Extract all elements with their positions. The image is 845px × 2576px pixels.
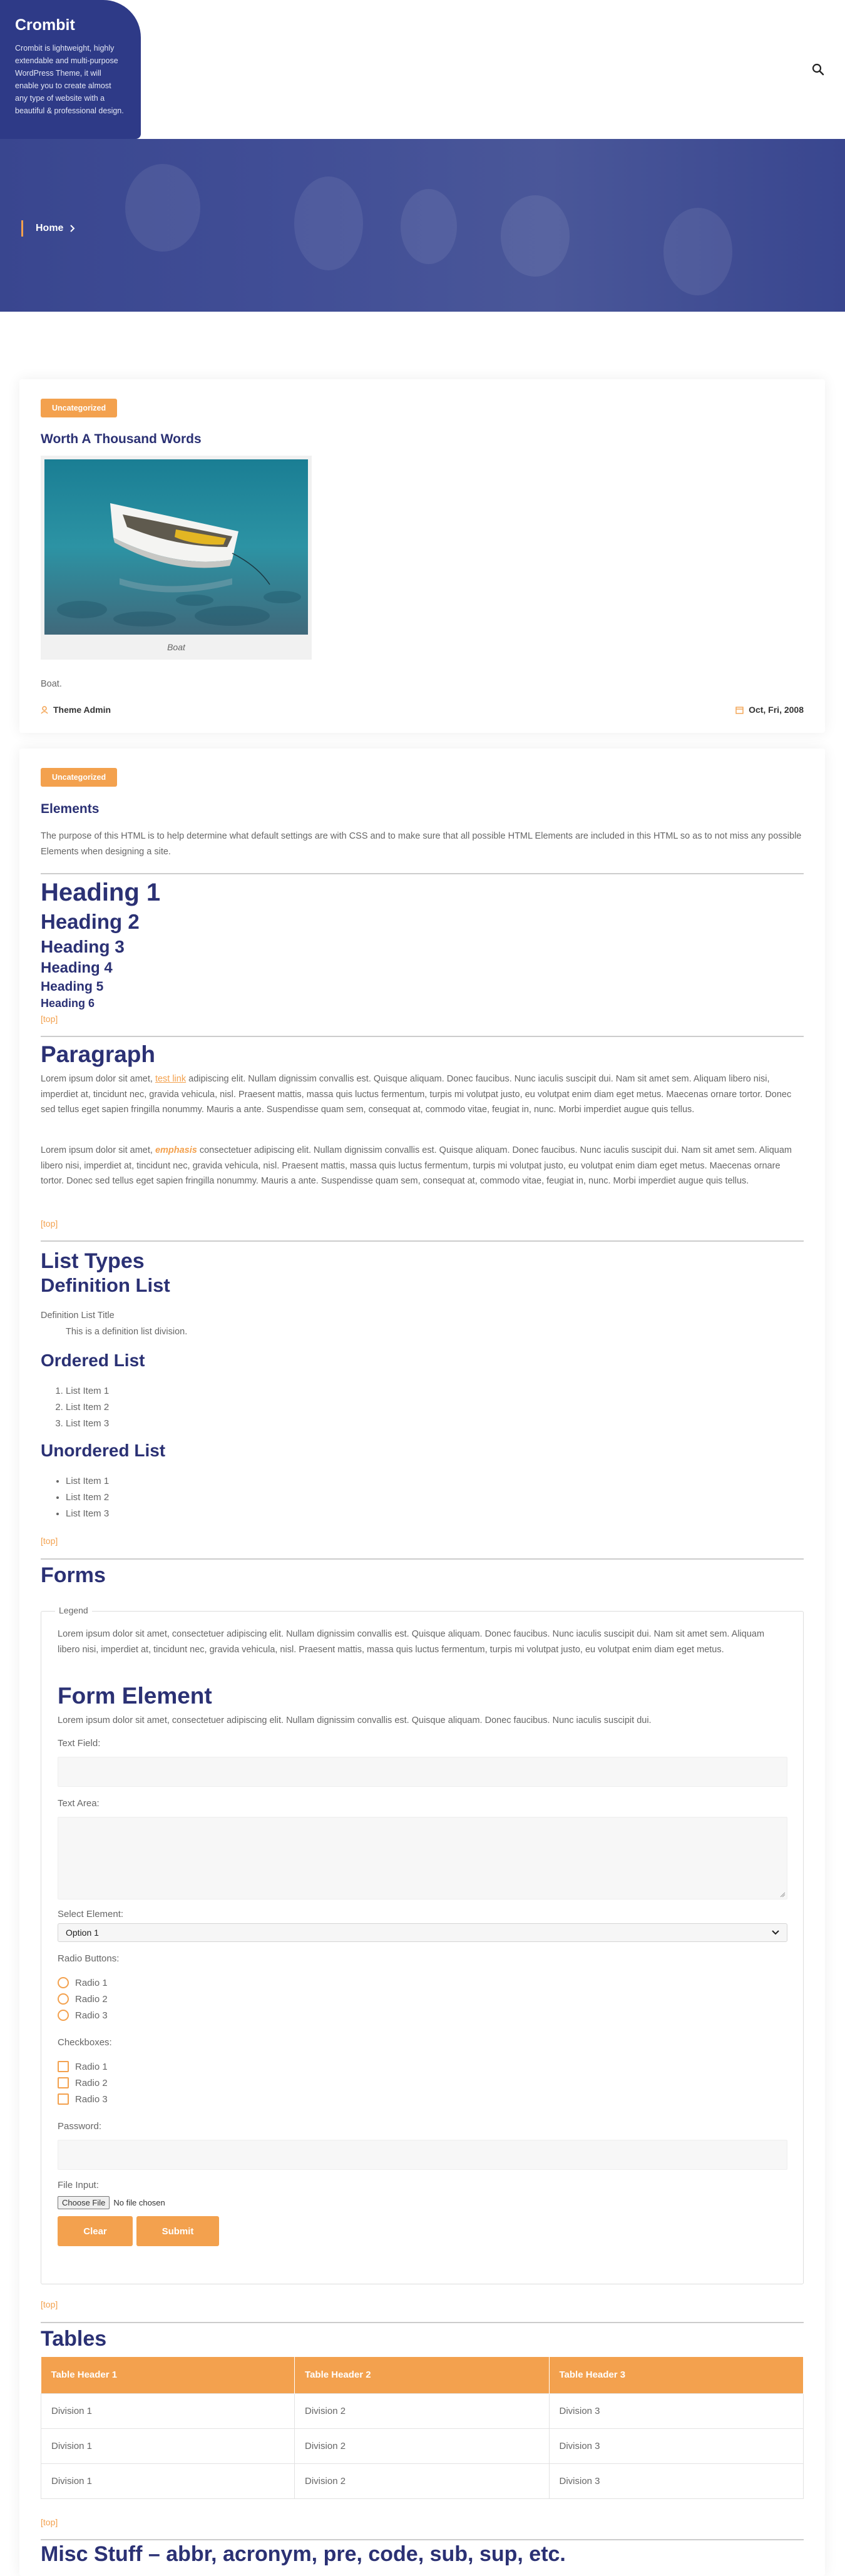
- table-cell: Division 2: [295, 2463, 549, 2498]
- user-icon: [41, 706, 48, 714]
- select-value: Option 1: [66, 1928, 99, 1938]
- table-header-cell: Table Header 1: [41, 2357, 295, 2393]
- resize-handle-icon[interactable]: [779, 1891, 786, 1898]
- radio-option[interactable]: [58, 1975, 108, 1991]
- select-element[interactable]: [58, 1923, 787, 1942]
- post-intro: The purpose of this HTML is to help determine what default settings are with CSS and to make sure that all possible HTML Elements are included in this HTML so as to not miss any possible Elements when designing a site.: [41, 831, 802, 857]
- list-item: • List Item 2: [66, 1490, 109, 1506]
- file-input-label: File Input:: [58, 2180, 99, 2190]
- checkbox-option[interactable]: [58, 2091, 108, 2107]
- table-header-cell: Table Header 2: [295, 2357, 549, 2393]
- paragraph-text: consectetuer adipiscing elit. Nullam dignissim convallis est. Quisque aliquam. Donec faucibus. Nunc iaculis suscipit dui. Nam sit amet sem. Aliquam libero nisi, imperdiet at, tincidunt nec, gravida vehicula, nisl. Praesent mattis, massa quis luctus fermentum, turpis mi volutpat justo, eu volutpat enim diam eget metus. Maecenas ornare tortor. Donec sed tellus eget sapien fringilla nonummy. Mauris a ante. Suspendisse quam sem, consequat at, commodo vitae, feugiat in, nunc. Morbi imperdiet augue quis tellus.: [41, 1145, 792, 1186]
- category-badge[interactable]: Uncategorized: [41, 399, 117, 417]
- password-label: Password:: [58, 2121, 102, 2132]
- text-area-input[interactable]: [58, 1817, 787, 1899]
- clear-button[interactable]: Clear: [58, 2216, 133, 2246]
- table-cell: Division 3: [549, 2428, 804, 2463]
- radio-group-label: Radio Buttons:: [58, 1953, 120, 1964]
- checkbox-option[interactable]: [58, 2058, 108, 2075]
- checkbox-group: [58, 2058, 108, 2107]
- post-excerpt: Boat.: [41, 679, 62, 689]
- radio-label: Radio 3: [75, 2010, 108, 2021]
- list-item: • List Item 1: [66, 1473, 109, 1490]
- checkbox-label: Radio 3: [75, 2093, 108, 2105]
- divider: [41, 873, 804, 874]
- divider: [41, 2539, 804, 2540]
- checkbox[interactable]: [58, 2093, 69, 2105]
- breadcrumb-home-link[interactable]: Home: [36, 223, 64, 233]
- checkbox-group-label: Checkboxes:: [58, 2037, 112, 2048]
- post-date[interactable]: [735, 705, 804, 715]
- radio-label: Radio 2: [75, 1993, 108, 2005]
- form-element-text: Lorem ipsum dolor sit amet, consectetuer adipiscing elit. Nullam dignissim convallis est. Quisque aliquam. Donec faucibus. Nunc iaculis suscipit dui.: [58, 1715, 652, 1725]
- chevron-down-icon: [772, 1930, 779, 1935]
- form-element-title: Form Element: [58, 1683, 212, 1709]
- section-title-paragraph: Paragraph: [41, 1041, 156, 1067]
- list-item: 2. List Item 2: [66, 1399, 109, 1416]
- checkbox[interactable]: [58, 2061, 69, 2072]
- table-row: [41, 2463, 804, 2498]
- emphasis-text: emphasis: [155, 1145, 197, 1155]
- post-title[interactable]: Elements: [41, 802, 100, 816]
- divider: [41, 2322, 804, 2323]
- definition-term: Definition List Title: [41, 1311, 115, 1321]
- heading-4: Heading 4: [41, 959, 113, 976]
- legend-paragraph: Lorem ipsum dolor sit amet, consectetuer adipiscing elit. Nullam dignissim convallis est. Quisque aliquam. Donec faucibus. Nunc iaculis suscipit dui. Nam sit amet sem. Aliquam libero nisi, imperdiet at, tincidunt nec, gravida vehicula, nisl. Praesent mattis, massa quis luctus fermentum, turpis mi volutpat justo, eu volutpat enim diam eget metus.: [58, 1629, 765, 1655]
- post-meta: [41, 705, 804, 715]
- post-figure: [41, 456, 312, 660]
- checkbox[interactable]: [58, 2077, 69, 2088]
- select-label: Select Element:: [58, 1909, 124, 1919]
- category-badge[interactable]: Uncategorized: [41, 768, 117, 787]
- radio-button[interactable]: [58, 2010, 69, 2021]
- fieldset-legend: Legend: [55, 1605, 92, 1615]
- author-name: Theme Admin: [53, 705, 111, 715]
- calendar-icon: [735, 706, 744, 714]
- table-row: [41, 2428, 804, 2463]
- site-description: Crombit is lightweight, highly extendable and multi-purpose WordPress Theme, it will enable you to create almost any type of website with a beautiful & professional design.: [15, 44, 124, 115]
- boat-image: [44, 459, 308, 635]
- unordered-list-title: Unordered List: [41, 1441, 166, 1460]
- table-cell: Division 1: [41, 2393, 295, 2428]
- post-author[interactable]: [41, 705, 111, 715]
- ordered-list-title: Ordered List: [41, 1351, 145, 1370]
- section-title-forms: Forms: [41, 1563, 106, 1587]
- paragraph-text: adipiscing elit. Nullam dignissim convallis est. Quisque aliquam. Donec faucibus. Nunc iaculis suscipit dui. Nam sit amet sem. Aliquam libero nisi, imperdiet at, tincidunt nec, gravida vehicula, nisl. Praesent mattis, massa quis luctus fermentum, turpis mi volutpat justo, eu volutpat enim diam eget metus. Maecenas ornare tortor. Donec sed tellus eget sapien fringilla nonummy. Mauris a ante. Suspendisse quam sem, consequat at, commodo vitae, feugiat in, nunc. Morbi imperdiet augue quis tellus.: [41, 1074, 792, 1115]
- checkbox-option[interactable]: [58, 2075, 108, 2091]
- file-input[interactable]: [58, 2196, 165, 2209]
- radio-option[interactable]: [58, 1991, 108, 2007]
- radio-option[interactable]: [58, 2007, 108, 2023]
- paragraph-text: Lorem ipsum dolor sit amet,: [41, 1074, 155, 1084]
- chevron-right-icon: [69, 225, 76, 232]
- heading-2: Heading 2: [41, 910, 140, 933]
- heading-5: Heading 5: [41, 979, 104, 994]
- password-input[interactable]: [58, 2140, 787, 2170]
- paragraph-2: [41, 1143, 804, 1189]
- heading-3: Heading 3: [41, 937, 125, 956]
- list-item: 1. List Item 1: [66, 1383, 109, 1399]
- divider: [41, 1558, 804, 1560]
- page-hero: [0, 139, 845, 312]
- table-cell: Division 3: [549, 2393, 804, 2428]
- figure-caption: Boat: [167, 642, 185, 652]
- radio-button[interactable]: [58, 1977, 69, 1988]
- choose-file-button[interactable]: Choose File: [58, 2196, 110, 2209]
- text-area-label: Text Area:: [58, 1798, 100, 1809]
- section-title-tables: Tables: [41, 2327, 107, 2351]
- definition-list-title: Definition List: [41, 1274, 170, 1296]
- top-link[interactable]: [top]: [41, 1536, 58, 1546]
- paragraph-text: Lorem ipsum dolor sit amet,: [41, 1145, 155, 1155]
- table-cell: Division 1: [41, 2428, 295, 2463]
- heading-6: Heading 6: [41, 997, 95, 1009]
- section-title-misc: Misc Stuff – abbr, acronym, pre, code, sub, sup, etc.: [41, 2542, 566, 2566]
- top-link[interactable]: [top]: [41, 2517, 58, 2527]
- text-field-label: Text Field:: [58, 1738, 101, 1749]
- post-title[interactable]: Worth A Thousand Words: [41, 432, 202, 446]
- file-status: No file chosen: [113, 2198, 165, 2207]
- data-table: [41, 2357, 804, 2499]
- top-link[interactable]: [top]: [41, 1219, 58, 1229]
- list-item: 3. List Item 3: [66, 1416, 109, 1432]
- site-header: [0, 0, 845, 139]
- post-card-worth-a-thousand-words: [19, 379, 825, 733]
- checkbox-label: Radio 1: [75, 2061, 108, 2072]
- radio-button[interactable]: [58, 1993, 69, 2005]
- checkbox-label: Radio 2: [75, 2077, 108, 2088]
- table-row: [41, 2393, 804, 2428]
- unordered-list: [41, 1473, 109, 1522]
- divider: [41, 1036, 804, 1037]
- table-cell: Division 2: [295, 2393, 549, 2428]
- form-fieldset: [41, 1605, 804, 2284]
- ordered-list: [41, 1383, 109, 1432]
- table-cell: Division 2: [295, 2428, 549, 2463]
- site-branding: [0, 0, 141, 139]
- submit-button[interactable]: Submit: [136, 2216, 219, 2246]
- table-header-cell: Table Header 3: [549, 2357, 804, 2393]
- section-title-list-types: List Types: [41, 1249, 145, 1273]
- table-header-row: [41, 2357, 804, 2393]
- table-cell: Division 1: [41, 2463, 295, 2498]
- radio-group: [58, 1975, 108, 2023]
- post-card-elements: [19, 749, 825, 2576]
- breadcrumb: [21, 220, 76, 237]
- text-field-input[interactable]: [58, 1757, 787, 1787]
- site-title[interactable]: Crombit: [15, 16, 75, 34]
- divider: [41, 1240, 804, 1242]
- paragraph-1: [41, 1071, 804, 1118]
- top-link[interactable]: [top]: [41, 1014, 58, 1024]
- radio-label: Radio 1: [75, 1977, 108, 1988]
- date-text: Oct, Fri, 2008: [749, 705, 804, 715]
- search-icon[interactable]: [811, 63, 825, 76]
- test-link[interactable]: test link: [155, 1074, 187, 1084]
- list-item: • List Item 3: [66, 1506, 109, 1522]
- top-link[interactable]: [top]: [41, 2299, 58, 2309]
- definition-description: This is a definition list division.: [66, 1327, 188, 1337]
- heading-1: Heading 1: [41, 879, 161, 906]
- table-cell: Division 3: [549, 2463, 804, 2498]
